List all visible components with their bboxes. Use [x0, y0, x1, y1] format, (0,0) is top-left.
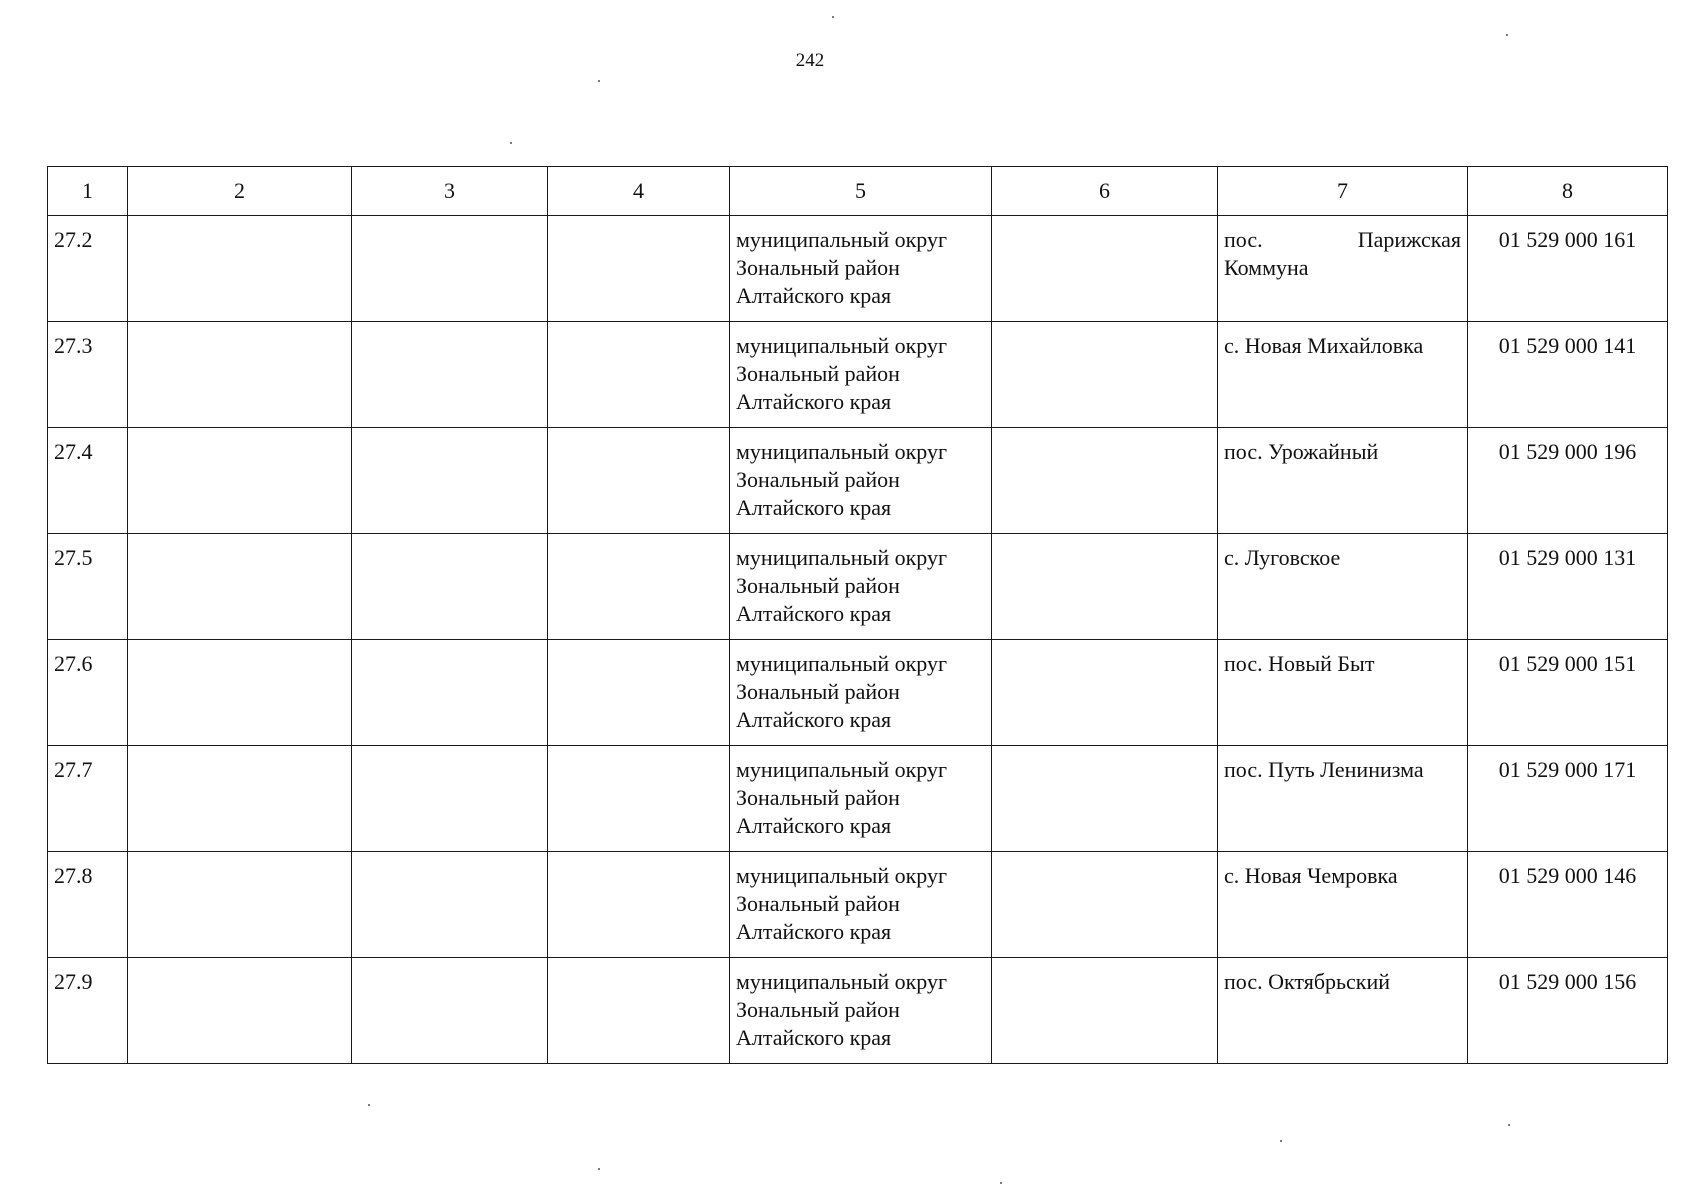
- cell-col3: [352, 640, 548, 746]
- table-row: [48, 852, 1668, 958]
- page-number: 242: [795, 50, 825, 71]
- cell-col3: [352, 852, 548, 958]
- code-cell: 01 529 000 156: [1468, 958, 1668, 1064]
- cell-col2: [128, 216, 352, 322]
- column-header: 7: [1218, 167, 1468, 216]
- settlement-cell: с. Луговское: [1218, 534, 1468, 640]
- code-cell: 01 529 000 161: [1468, 216, 1668, 322]
- scan-speck: [598, 80, 600, 82]
- column-header: 6: [992, 167, 1218, 216]
- settlement-cell: пос. Новый Быт: [1218, 640, 1468, 746]
- scan-speck: [832, 16, 834, 18]
- cell-col3: [352, 746, 548, 852]
- municipality-cell: муниципальный округ Зональный район Алтайского края: [730, 428, 992, 534]
- code-cell: 01 529 000 141: [1468, 322, 1668, 428]
- column-header: 4: [548, 167, 730, 216]
- cell-col3: [352, 216, 548, 322]
- column-header: 8: [1468, 167, 1668, 216]
- settlement-cell: пос. Октябрьский: [1218, 958, 1468, 1064]
- code-cell: 01 529 000 196: [1468, 428, 1668, 534]
- settlement-cell: пос. Путь Ленинизма: [1218, 746, 1468, 852]
- scan-speck: [1000, 1182, 1002, 1184]
- row-number: 27.3: [48, 322, 128, 428]
- cell-col4: [548, 534, 730, 640]
- cell-col6: [992, 428, 1218, 534]
- cell-col6: [992, 852, 1218, 958]
- cell-col3: [352, 428, 548, 534]
- municipality-cell: муниципальный округ Зональный район Алтайского края: [730, 852, 992, 958]
- cell-col4: [548, 958, 730, 1064]
- cell-col4: [548, 428, 730, 534]
- column-header: 3: [352, 167, 548, 216]
- scan-speck: [1506, 34, 1508, 36]
- cell-col2: [128, 852, 352, 958]
- row-number: 27.4: [48, 428, 128, 534]
- table-row: [48, 640, 1668, 746]
- cell-col6: [992, 534, 1218, 640]
- municipality-cell: муниципальный округ Зональный район Алтайского края: [730, 958, 992, 1064]
- cell-col3: [352, 534, 548, 640]
- column-header: 5: [730, 167, 992, 216]
- cell-col6: [992, 640, 1218, 746]
- cell-col2: [128, 534, 352, 640]
- row-number: 27.6: [48, 640, 128, 746]
- register-table: [47, 166, 1668, 1064]
- settlement-cell: с. Новая Чемровка: [1218, 852, 1468, 958]
- municipality-cell: муниципальный округ Зональный район Алтайского края: [730, 216, 992, 322]
- table-row: [48, 216, 1668, 322]
- cell-col4: [548, 322, 730, 428]
- cell-col6: [992, 216, 1218, 322]
- header-row: [48, 167, 1668, 216]
- row-number: 27.7: [48, 746, 128, 852]
- code-cell: 01 529 000 151: [1468, 640, 1668, 746]
- scan-speck: [1508, 1124, 1510, 1126]
- scan-speck: [1280, 1140, 1282, 1142]
- cell-col2: [128, 640, 352, 746]
- table-row: [48, 322, 1668, 428]
- cell-col4: [548, 852, 730, 958]
- cell-col2: [128, 428, 352, 534]
- cell-col3: [352, 958, 548, 1064]
- code-cell: 01 529 000 146: [1468, 852, 1668, 958]
- settlement-cell: с. Новая Михайловка: [1218, 322, 1468, 428]
- row-number: 27.5: [48, 534, 128, 640]
- table-row: [48, 746, 1668, 852]
- cell-col2: [128, 958, 352, 1064]
- cell-col2: [128, 746, 352, 852]
- cell-col6: [992, 746, 1218, 852]
- cell-col2: [128, 322, 352, 428]
- code-cell: 01 529 000 131: [1468, 534, 1668, 640]
- settlement-cell: пос. Парижская Коммуна: [1218, 216, 1468, 322]
- scan-speck: [510, 142, 512, 144]
- scan-speck: [598, 1168, 600, 1170]
- table-row: [48, 428, 1668, 534]
- municipality-cell: муниципальный округ Зональный район Алтайского края: [730, 534, 992, 640]
- table-row: [48, 534, 1668, 640]
- scan-speck: [368, 1104, 370, 1106]
- settlement-cell: пос. Урожайный: [1218, 428, 1468, 534]
- cell-col3: [352, 322, 548, 428]
- cell-col4: [548, 216, 730, 322]
- cell-col6: [992, 322, 1218, 428]
- column-header: 1: [48, 167, 128, 216]
- municipality-cell: муниципальный округ Зональный район Алтайского края: [730, 640, 992, 746]
- municipality-cell: муниципальный округ Зональный район Алтайского края: [730, 746, 992, 852]
- table-row: [48, 958, 1668, 1064]
- code-cell: 01 529 000 171: [1468, 746, 1668, 852]
- municipality-cell: муниципальный округ Зональный район Алтайского края: [730, 322, 992, 428]
- row-number: 27.8: [48, 852, 128, 958]
- row-number: 27.9: [48, 958, 128, 1064]
- cell-col4: [548, 640, 730, 746]
- cell-col6: [992, 958, 1218, 1064]
- column-header: 2: [128, 167, 352, 216]
- row-number: 27.2: [48, 216, 128, 322]
- cell-col4: [548, 746, 730, 852]
